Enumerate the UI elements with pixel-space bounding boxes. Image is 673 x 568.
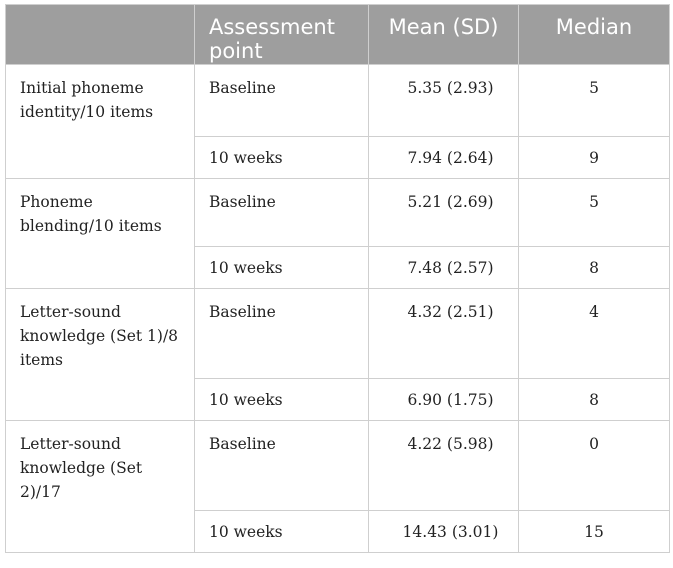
measure-cell: Letter-sound knowledge (Set 2)/17 (6, 421, 195, 553)
mean-sd-cell: 7.94 (2.64) (369, 137, 519, 179)
table-row (6, 65, 670, 137)
median-cell: 4 (519, 289, 670, 379)
table-row (6, 179, 670, 247)
measure-cell: Initial phoneme identity/10 items (6, 65, 195, 179)
assessment-point-cell: Baseline (195, 421, 369, 511)
median-cell: 8 (519, 247, 670, 289)
mean-sd-cell: 6.90 (1.75) (369, 379, 519, 421)
header-assessment-point: Assessment point (195, 5, 369, 65)
results-table-container (5, 4, 669, 553)
median-cell: 15 (519, 511, 670, 553)
header-median: Median (519, 5, 670, 65)
table-header-row (6, 5, 670, 65)
header-mean-sd: Mean (SD) (369, 5, 519, 65)
table-row (6, 421, 670, 511)
median-cell: 0 (519, 421, 670, 511)
table-row (6, 289, 670, 379)
mean-sd-cell: 4.32 (2.51) (369, 289, 519, 379)
mean-sd-cell: 5.21 (2.69) (369, 179, 519, 247)
median-cell: 5 (519, 65, 670, 137)
assessment-point-cell: 10 weeks (195, 379, 369, 421)
assessment-point-cell: 10 weeks (195, 511, 369, 553)
mean-sd-cell: 4.22 (5.98) (369, 421, 519, 511)
mean-sd-cell: 5.35 (2.93) (369, 65, 519, 137)
median-cell: 8 (519, 379, 670, 421)
median-cell: 9 (519, 137, 670, 179)
assessment-point-cell: Baseline (195, 289, 369, 379)
assessment-point-cell: 10 weeks (195, 137, 369, 179)
results-table (5, 4, 670, 553)
assessment-point-cell: Baseline (195, 179, 369, 247)
median-cell: 5 (519, 179, 670, 247)
assessment-point-cell: Baseline (195, 65, 369, 137)
measure-cell: Letter-sound knowledge (Set 1)/8 items (6, 289, 195, 421)
mean-sd-cell: 14.43 (3.01) (369, 511, 519, 553)
assessment-point-cell: 10 weeks (195, 247, 369, 289)
mean-sd-cell: 7.48 (2.57) (369, 247, 519, 289)
measure-cell: Phoneme blending/10 items (6, 179, 195, 289)
header-measure (6, 5, 195, 65)
